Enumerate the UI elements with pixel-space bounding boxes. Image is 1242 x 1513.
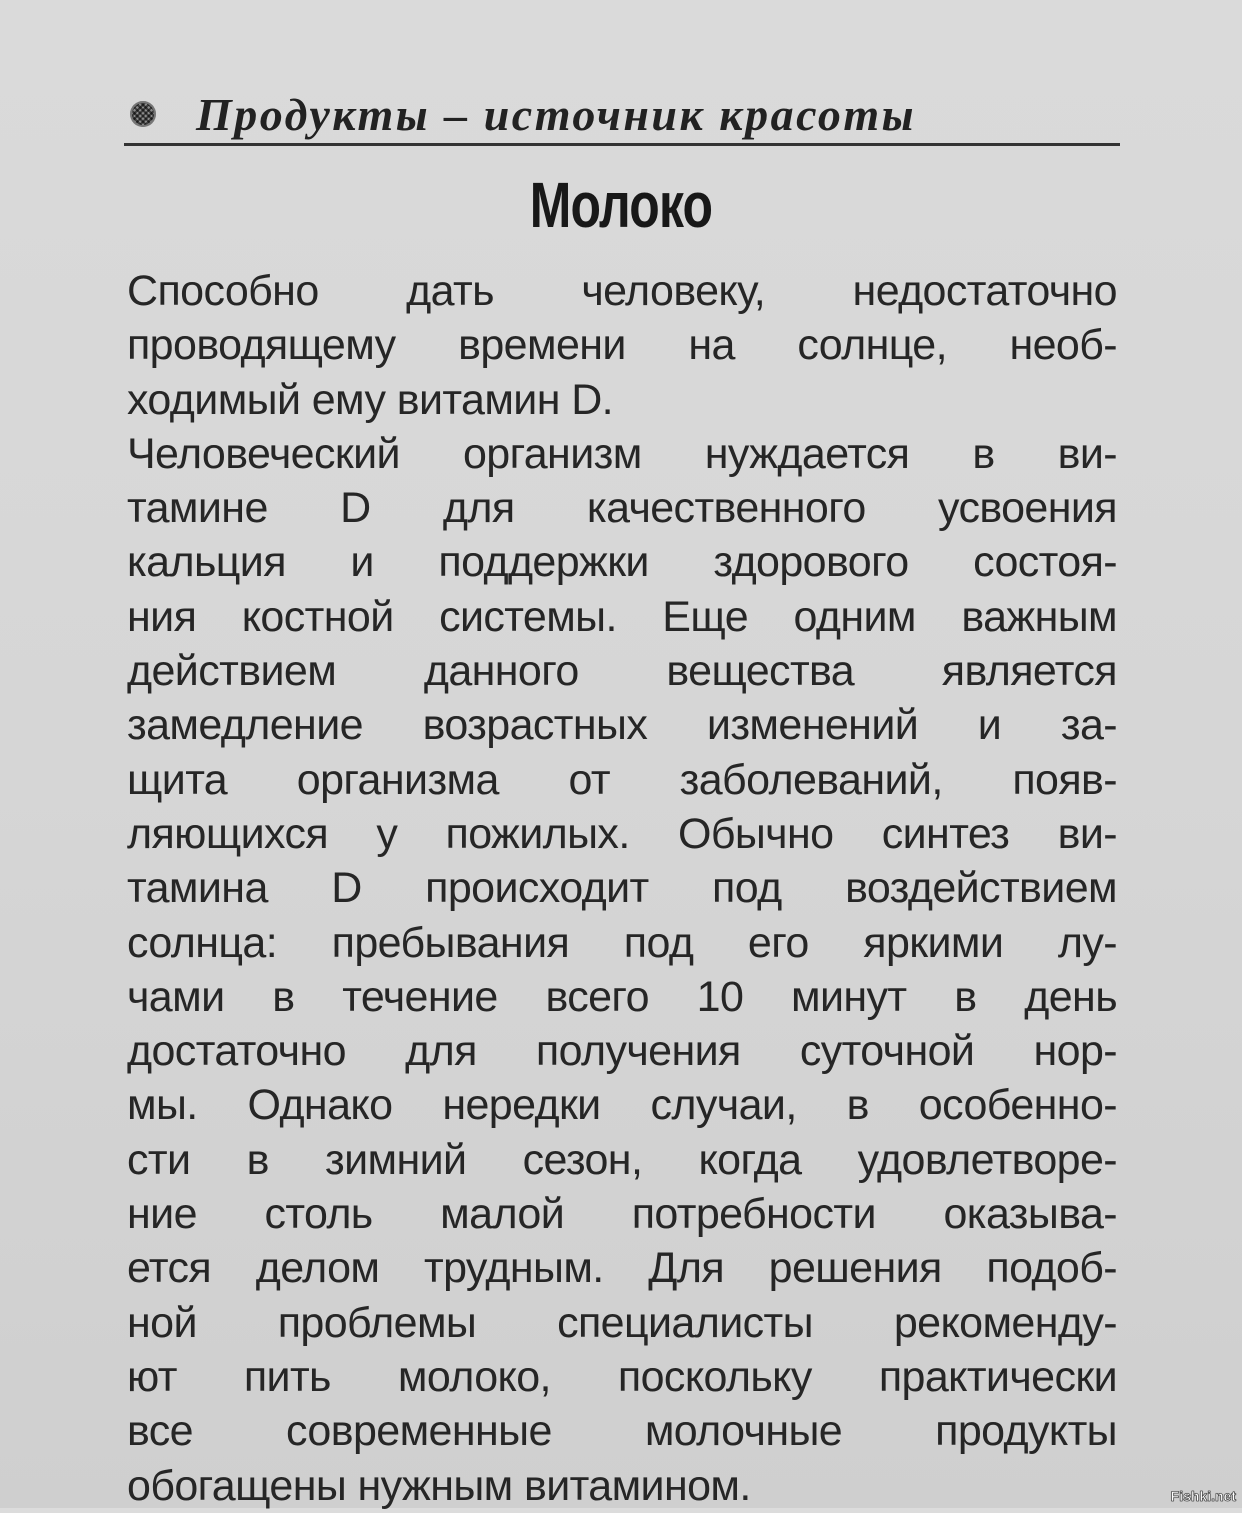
text-line: тамина D происходит под воздействием xyxy=(127,864,1117,913)
text-line: ют пить молоко, поскольку практически xyxy=(127,1352,1117,1401)
text-line: ние столь малой потребности оказыва- xyxy=(127,1190,1117,1239)
text-line: действием данного вещества является xyxy=(127,647,1117,696)
text-line: ется делом трудным. Для решения подоб- xyxy=(127,1244,1117,1293)
text-line: проводящему времени на солнце, необ- xyxy=(127,321,1117,370)
text-line: достаточно для получения суточной нор- xyxy=(127,1027,1117,1076)
article-body xyxy=(127,264,1117,1513)
text-line: чами в течение всего 10 минут в день xyxy=(127,972,1117,1021)
section-header xyxy=(124,86,1120,142)
text-line: ния костной системы. Еще одним важным xyxy=(127,592,1117,641)
text-line: сти в зимний сезон, когда удовлетворе- xyxy=(127,1135,1117,1184)
text-line: ной проблемы специалисты рекоменду- xyxy=(127,1298,1117,1347)
text-line: тамине D для качественного усвоения xyxy=(127,484,1117,533)
watermark: Fishki.net xyxy=(1170,1488,1236,1504)
text-line: замедление возрастных изменений и за- xyxy=(127,701,1117,750)
text-line: щита организма от заболеваний, появ- xyxy=(127,755,1117,804)
ornament-icon xyxy=(130,101,156,127)
text-line: ляющихся у пожилых. Обычно синтез ви- xyxy=(127,809,1117,858)
section-title: Продукты – источник красоты xyxy=(196,88,917,140)
header-divider xyxy=(124,143,1120,146)
text-line: мы. Однако нередки случаи, в особенно- xyxy=(127,1081,1117,1130)
text-line: кальция и поддержки здорового состоя- xyxy=(127,538,1117,587)
text-line: все современные молочные продукты xyxy=(127,1407,1117,1456)
text-line: обогащены нужным витамином. xyxy=(127,1461,751,1510)
text-line: Способно дать человеку, недостаточно xyxy=(127,267,1117,315)
text-line: Человеческий организм нуждается в ви- xyxy=(127,429,1117,478)
text-line: солнца: пребывания под его яркими лу- xyxy=(127,918,1117,967)
article-title: Молоко xyxy=(529,169,713,241)
text-line: ходимый ему витамин D. xyxy=(127,375,614,424)
